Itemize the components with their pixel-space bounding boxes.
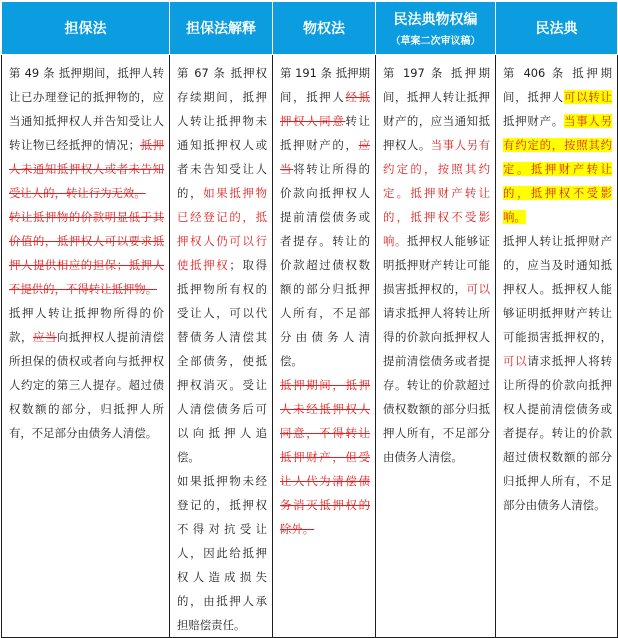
article-text: 请求抵押人将转让所得的价款向抵押权人提前清偿债务或者提存。转让的价款超过债权数额的部分归抵押人所有，不足部分由债务人清偿。 bbox=[503, 354, 612, 512]
column-cell bbox=[273, 55, 376, 638]
header-title: 担保法 bbox=[64, 21, 107, 37]
article-paragraph bbox=[503, 61, 612, 229]
column-cell bbox=[376, 55, 496, 638]
changed-text: 如果抵押物已经登记的，抵押权人仍可以行使抵押权 bbox=[177, 186, 267, 272]
article-paragraph bbox=[383, 61, 490, 469]
article-text: 第 197 条 抵押期间，抵押人转让抵押财产的，应当通知抵押权人。 bbox=[383, 66, 490, 152]
article-text: 第 67 条 抵押权存续期间，抵押人转让抵押物未通知抵押权人或者未告知受让人的， bbox=[177, 66, 267, 200]
article-text: 将转让所得的价款向抵押权人提前清偿债务或者提存。转让的价款超过债权数额的部分归抵押人所有，不足部分由债务人清偿。 bbox=[280, 162, 370, 368]
header-cell bbox=[170, 2, 273, 55]
article-text: 第 191 条 抵押期间，抵押人 bbox=[280, 66, 370, 104]
article-paragraph bbox=[177, 469, 267, 637]
header-title: 民法典物权编 bbox=[393, 12, 478, 28]
deleted-text: 经抵押权人同意 bbox=[280, 90, 370, 128]
header-title: 物权法 bbox=[303, 21, 345, 37]
header-title: 民法典 bbox=[535, 21, 578, 37]
header-cell bbox=[2, 2, 170, 55]
article-paragraph bbox=[280, 61, 370, 373]
article-paragraph bbox=[503, 229, 612, 517]
highlighted-text: 可以转让 bbox=[564, 90, 612, 104]
header-title: 担保法解释 bbox=[186, 21, 256, 37]
article-text: 抵押财产。 bbox=[503, 114, 564, 128]
changed-text: 可以 bbox=[503, 354, 528, 368]
article-text: 抵押人转让抵押物所得的价款， bbox=[9, 306, 164, 344]
content-row bbox=[2, 55, 618, 638]
header-cell bbox=[273, 2, 376, 55]
deleted-text: 应当 bbox=[32, 330, 57, 344]
deleted-text: 转让抵押物的价款明显低于其价值的，抵押权人可以要求抵押人提供相应的担保；抵押人不提供的，不得转让抵押物。 bbox=[9, 210, 164, 296]
deleted-text: 应当 bbox=[280, 138, 370, 176]
column-cell bbox=[496, 55, 618, 638]
law-comparison-table bbox=[1, 1, 618, 638]
highlighted-text: 当事人另有约定的，按照其约定。 bbox=[503, 114, 612, 176]
article-text: 向抵押权人提前清偿所担保的债权或者向与抵押权人约定的第三人提存。超过债权数额的部分，归抵押人所有，不足部分由债务人清偿。 bbox=[9, 330, 164, 440]
deleted-text: 抵押期间，抵押人未经抵押权人同意，不得转让抵押财产，但受让人代为清偿债务消灭抵押权的除外。 bbox=[280, 378, 370, 536]
header-cell bbox=[496, 2, 618, 55]
article-paragraph bbox=[280, 373, 370, 541]
changed-text: 当事人另有约定的，按照其约定。 bbox=[383, 138, 490, 200]
header-row bbox=[2, 2, 618, 55]
article-text: 如果抵押物未经登记的，抵押权不得对抗受让人，因此给抵押权人造成损失的，由抵押人承担赔偿责任。 bbox=[177, 474, 267, 632]
article-text: 第 49 条 抵押期间，抵押人转让已办理登记的抵押物的，应当通知抵押权人并告知受让人转让物已经抵押的情况； bbox=[9, 66, 164, 152]
column-cell bbox=[170, 55, 273, 638]
column-cell bbox=[2, 55, 170, 638]
article-paragraph bbox=[9, 301, 164, 445]
article-text: 抵押权人能够证明抵押财产转让可能损害抵押权的， bbox=[383, 234, 490, 296]
deleted-text: 抵押人未通知抵押权人或者未告知受让人的，转让行为无效。 bbox=[9, 138, 164, 200]
changed-text: 可以 bbox=[466, 282, 490, 296]
header-cell bbox=[376, 2, 496, 55]
article-text: 抵押人转让抵押财产的，应当及时通知抵押权人。抵押权人能够证明抵押财产转让可能损害抵押权的， bbox=[503, 234, 612, 344]
article-text: 第 406 条 抵押期间，抵押人 bbox=[503, 66, 612, 104]
article-text: ；取得抵押物所有权的受让人，可以代替债务人清偿其全部债务，使抵押权消灭。受让人清偿债务后可以向抵押人追偿。 bbox=[177, 258, 267, 464]
article-paragraph bbox=[9, 61, 164, 205]
article-paragraph bbox=[9, 205, 164, 301]
highlighted-text: 抵押财产转让的，抵押权不受影响。 bbox=[503, 162, 612, 224]
article-text: 请求抵押人将转让所得的价款向抵押权人提前清偿债务或者提存。转让的价款超过债权数额的部分归抵押人所有，不足部分由债务人清偿。 bbox=[383, 306, 490, 464]
header-subtitle: （草案二次审议稿） bbox=[390, 36, 481, 47]
article-text: 转让抵押财产的， bbox=[280, 114, 370, 152]
article-paragraph bbox=[177, 61, 267, 469]
changed-text: 抵押财产转让的，抵押权不受影响。 bbox=[383, 186, 490, 248]
